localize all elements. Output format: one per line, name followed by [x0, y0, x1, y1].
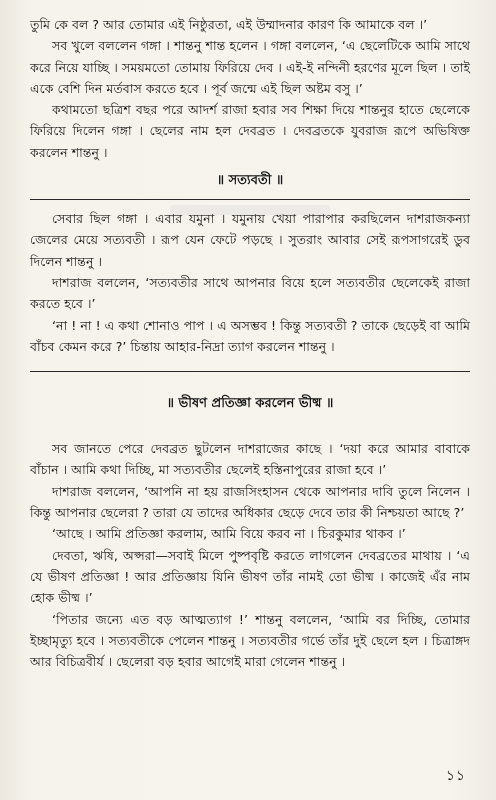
- paragraph: দাশরাজ বললেন, ‘আপনি না হয় রাজসিংহাসন থেকে আপনার দাবি তুলে নিলেন । কিন্তু আপনার ছেলেরা ? তারা যে তাদের অধিকার ছেড়ে দেবে তার কী নিশ্চয়তা আছে ?’: [30, 483, 470, 521]
- page-content: [30, 14, 470, 672]
- paragraph: তুমি কে বল ? আর তোমার এই নিষ্ঠুরতা, এই উম্মাদনার কারণ কি আমাকে বল ।’: [30, 17, 428, 32]
- divider: [30, 371, 470, 372]
- paragraph: সেবার ছিল গঙ্গা । এবার যমুনা । যমুনায় খেয়া পারাপার করছিলেন দাশরাজকন্যা জেলের মেয়ে সত্যবতী । রূপ যেন ফেটে পড়ছে । সুতরাং আবার সেই রূপসাগরেই ডুব দিলেন শান্তনু ।: [30, 211, 470, 269]
- paragraph: সব জানতে পেরে দেবব্রত ছুটলেন দাশরাজের কাছে । ‘দয়া করে আমার বাবাকে বাঁচান । আমি কথা দিচ্ছি, মা সত্যবতীর ছেলেই হস্তিনাপুরের রাজা হবে ।’: [30, 441, 470, 478]
- paragraph: সব খুলে বললেন গঙ্গা । শান্তনু শান্ত হলেন । গঙ্গা বললেন, ‘এ ছেলেটিকে আমি সাথে করে নিয়ে যাচ্ছি । সময়মতো তোমায় ফিরিয়ে দেব । এই-ই নন্দিনী হরণের মূলে ছিল । তাই একে বেশি দিন মর্তবাস করতে হবে । পূর্ব জন্মে এই ছিল অষ্টম বসু ।’: [30, 38, 470, 96]
- section-heading-wrap: [30, 394, 470, 414]
- paragraph: দেবতা, ঋষি, অপ্সরা—সবাই মিলে পুষ্পবৃষ্টি করতে লাগলেন দেবব্রতের মাথায় । ‘এ যে ভীষণ প্রতিজ্ঞা ! আর প্রতিজ্ঞায় যিনি ভীষণ তাঁর নামই তো ভীষ্ম । কাজেই এঁর নাম হোক ভীষ্ম ।’: [30, 547, 470, 606]
- paragraph: ‘না ! না ! এ কথা শোনাও পাপ । এ অসম্ভব ! কিন্তু সত্যবতী ? তাকে ছেড়েই বা আমি বাঁচব কেমন করে ?’ চিন্তায় আহার-নিদ্রা ত্যাগ করলেন শান্তনু ।: [30, 317, 470, 354]
- section-heading-wrap: [30, 171, 470, 191]
- paragraph: দাশরাজ বললেন, ‘সত্যবতীর সাথে আপনার বিয়ে হলে সত্যবতীর ছেলেকেই রাজা করতে হবে ।’: [30, 274, 470, 312]
- paragraph: ‘পিতার জন্যে এত বড় আত্মত্যাগ !’ শান্তনু বললেন, ‘আমি বর দিচ্ছি, তোমার ইচ্ছামৃত্যু হবে । সত্যবতীকে পেলেন শান্তনু । সত্যবতীর গর্ভে তাঁর দুই ছেলে হল । চিত্রাঙ্গদ আর বিচিত্রবীর্য । ছেলেরা বড় হবার আগেই মারা গেলেন শান্তনু ।: [30, 611, 470, 670]
- section-heading-satyavati: ॥ সত্যবতী ॥: [216, 173, 284, 189]
- paragraph: ‘আছে । আমি প্রতিজ্ঞা করলাম, আমি বিয়ে করব না । চিরকুমার থাকব ।’: [52, 526, 406, 542]
- section-heading-bhishma-vow: ॥ ভীষণ প্রতিজ্ঞা করলেন ভীষ্ম ॥: [166, 396, 334, 412]
- page-number: ১১: [445, 768, 466, 784]
- paragraph: কথামতো ছত্রিশ বছর পরে আদর্শ রাজা হবার সব শিক্ষা দিয়ে শান্তনুর হাতে ছেলেকে ফিরিয়ে দিলেন গঙ্গা । ছেলের নাম হল দেবব্রত । দেবব্রতকে যুবরাজ রূপে অভিষিক্ত করলেন শান্তনু ।: [30, 102, 470, 160]
